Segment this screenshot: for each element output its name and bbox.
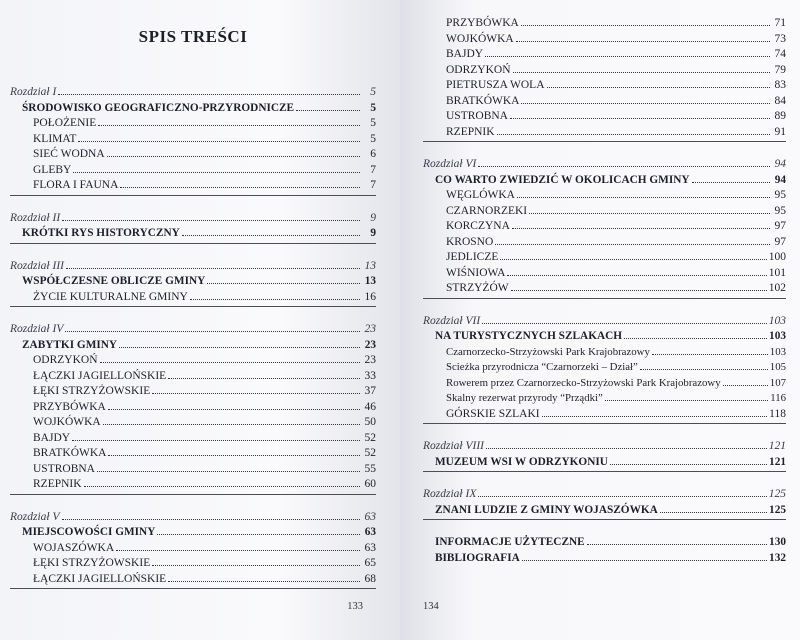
- toc-subentry: [423, 376, 786, 392]
- toc-page-number: 55: [364, 462, 376, 475]
- toc-subentry: [423, 219, 786, 235]
- toc-section-entry: [10, 226, 376, 242]
- toc-chapter-heading: [423, 314, 786, 330]
- toc-entry-title: CZARNORZEKI: [446, 204, 528, 217]
- toc-subentry: [423, 407, 786, 423]
- toc-subentry: [10, 462, 376, 478]
- toc-group: [423, 16, 786, 142]
- dot-leader: [521, 16, 770, 26]
- toc-subentry: [10, 431, 376, 447]
- toc-chapter-heading: [423, 487, 786, 503]
- dot-leader: [62, 510, 360, 520]
- toc-subentry: [10, 477, 376, 493]
- toc-subentry: [423, 345, 786, 361]
- dot-leader: [605, 391, 768, 401]
- toc-page-number: 13: [364, 259, 376, 272]
- dot-leader: [78, 132, 360, 142]
- toc-section-entry: [423, 551, 786, 567]
- toc-entry-title: MIEJSCOWOŚCI GMINY: [22, 526, 156, 538]
- toc-page-number: 103: [768, 314, 786, 327]
- dot-leader: [510, 109, 770, 119]
- toc-group: [10, 322, 376, 495]
- toc-subentry: [10, 147, 376, 163]
- toc-page-number: 63: [364, 510, 376, 523]
- toc-page-number: 63: [364, 541, 376, 554]
- dot-leader: [97, 462, 360, 472]
- dot-leader: [522, 551, 767, 561]
- toc-entry-title: ŁĄCZKI JAGIELLOŃSKIE: [33, 572, 167, 585]
- toc-page-number: 97: [774, 235, 786, 248]
- toc-entry-title: RZEPNIK: [33, 478, 82, 490]
- toc-page-number: 125: [769, 503, 786, 516]
- dot-leader: [72, 431, 360, 441]
- dot-leader: [547, 78, 771, 88]
- toc-entry-title: Rozdział III: [10, 259, 64, 272]
- toc-entry-title: Scieżka przyrodnicza “Czarnorzeki – Dział”: [446, 361, 638, 373]
- toc-entry-title: CO WARTO ZWIEDZIĆ W OKOLICACH GMINY: [435, 173, 690, 186]
- toc-entry-title: ZNANI LUDZIE Z GMINY WOJASZÓWKA: [435, 503, 658, 516]
- toc-page-number: 125: [768, 488, 786, 500]
- toc-entry-title: WOJKÓWKA: [446, 32, 514, 45]
- dot-leader: [516, 32, 770, 42]
- toc-entry-title: Rozdział IV: [10, 323, 64, 335]
- toc-subentry: [10, 384, 376, 400]
- dot-leader: [486, 439, 767, 449]
- toc-page-number: 91: [774, 125, 786, 138]
- toc-group: [10, 211, 376, 244]
- toc-group: [423, 157, 786, 299]
- toc-subentry: [10, 541, 376, 557]
- toc-chapter-heading: [10, 510, 376, 526]
- toc-page-number: 97: [774, 220, 786, 232]
- toc-page-number: 105: [769, 361, 786, 373]
- toc-page-number: 23: [364, 338, 376, 351]
- toc-title: SPIS TREŚCI: [138, 27, 248, 46]
- toc-subentry: [423, 32, 786, 48]
- toc-chapter-heading: [10, 259, 376, 275]
- toc-entry-title: BRATKÓWKA: [33, 447, 107, 459]
- toc-page-number: 5: [370, 117, 376, 129]
- toc-page-number: 37: [364, 385, 376, 397]
- toc-chapter-heading: [10, 322, 376, 338]
- toc-entry-title: NA TURYSTYCZNYCH SZLAKACH: [435, 330, 623, 342]
- toc-page-number: 121: [769, 455, 786, 468]
- dot-leader: [66, 259, 360, 269]
- toc-entry-title: Rozdział I: [10, 86, 57, 98]
- toc-entry-title: KRÓTKI RYS HISTORYCZNY: [22, 227, 180, 239]
- toc-section-entry: [10, 101, 376, 117]
- dot-leader: [58, 85, 360, 95]
- toc-page-number: 52: [364, 431, 376, 444]
- toc-page-number: 79: [774, 63, 786, 76]
- toc-page-number: 68: [364, 572, 376, 585]
- dot-leader: [116, 541, 360, 551]
- toc-subentry: [423, 204, 786, 220]
- toc-page-number: 95: [774, 204, 786, 217]
- left-toc: [10, 85, 376, 589]
- toc-page-number: 23: [364, 323, 376, 335]
- toc-entry-title: Czarnorzecko-Strzyżowski Park Krajobrazowy: [446, 345, 650, 358]
- toc-page-number: 7: [370, 179, 376, 191]
- toc-group: [423, 439, 786, 472]
- toc-subentry: [10, 178, 376, 194]
- toc-subentry: [423, 281, 786, 297]
- toc-section-entry: [10, 338, 376, 354]
- toc-subentry: [423, 47, 786, 63]
- toc-chapter-heading: [423, 157, 786, 173]
- toc-page-number: 33: [364, 369, 376, 382]
- toc-entry-title: BRATKÓWKA: [446, 94, 520, 107]
- dot-leader: [478, 157, 770, 167]
- toc-entry-title: ŁĘKI STRZYŻOWSKIE: [33, 385, 151, 397]
- dot-leader: [640, 360, 768, 370]
- toc-subentry: [423, 109, 786, 125]
- dot-leader: [542, 407, 768, 417]
- toc-page-number: 84: [774, 94, 786, 107]
- toc-subentry: [10, 290, 376, 306]
- dot-leader: [529, 204, 770, 214]
- dot-leader: [512, 219, 770, 229]
- dot-leader: [652, 345, 768, 355]
- toc-page-number: 103: [769, 330, 786, 342]
- toc-section-entry: [423, 173, 786, 189]
- dot-leader: [511, 281, 767, 291]
- dot-leader: [513, 63, 770, 73]
- toc-page-number: 94: [774, 158, 786, 170]
- toc-entry-title: KROSNO: [446, 235, 494, 248]
- dot-leader: [168, 369, 360, 379]
- toc-entry-title: SIEĆ WODNA: [33, 148, 105, 160]
- toc-entry-title: PRZYBÓWKA: [33, 400, 106, 413]
- toc-entry-title: Rozdział II: [10, 211, 61, 224]
- toc-subentry: [423, 235, 786, 251]
- dot-leader: [182, 226, 360, 236]
- toc-entry-title: ZABYTKI GMINY: [22, 338, 118, 351]
- dot-leader: [73, 163, 360, 173]
- toc-entry-title: GÓRSKIE SZLAKI: [446, 407, 540, 420]
- toc-entry-title: POŁOŻENIE: [33, 117, 97, 129]
- toc-group: [423, 314, 786, 425]
- toc-page-number: 46: [364, 400, 376, 413]
- dot-leader: [495, 235, 770, 245]
- dot-leader: [624, 329, 767, 339]
- toc-entry-title: USTROBNA: [33, 462, 95, 475]
- toc-page-number: 95: [774, 189, 786, 201]
- toc-page-number: 74: [774, 48, 786, 60]
- toc-page-number: 71: [774, 17, 786, 29]
- toc-page-number: 16: [364, 290, 376, 303]
- dot-leader: [108, 446, 360, 456]
- dot-leader: [107, 147, 360, 157]
- dot-leader: [485, 47, 770, 57]
- toc-entry-title: Rozdział VII: [423, 314, 481, 327]
- toc-page-number: 60: [364, 478, 376, 490]
- toc-entry-title: ODRZYKOŃ: [446, 63, 511, 76]
- toc-entry-title: BIBLIOGRAFIA: [435, 551, 520, 564]
- toc-section-entry: [10, 525, 376, 541]
- toc-entry-title: WĘGLÓWKA: [446, 189, 515, 201]
- dot-leader: [660, 503, 767, 513]
- toc-chapter-heading: [10, 85, 376, 101]
- dot-leader: [497, 125, 770, 135]
- right-page: [400, 0, 800, 640]
- dot-leader: [119, 338, 360, 348]
- toc-page-number: 73: [774, 32, 786, 45]
- toc-entry-title: ŚRODOWISKO GEOGRAFICZNO-PRZYRODNICZE: [22, 101, 295, 114]
- dot-leader: [692, 173, 770, 183]
- toc-entry-title: BAJDY: [446, 48, 484, 60]
- toc-page-number: 102: [768, 282, 786, 294]
- dot-leader: [517, 188, 770, 198]
- toc-entry-title: BAJDY: [33, 431, 71, 444]
- toc-page-number: 121: [768, 440, 786, 452]
- toc-subentry: [423, 391, 786, 407]
- toc-page-number: 7: [370, 163, 376, 176]
- toc-entry-title: PRZYBÓWKA: [446, 17, 519, 29]
- toc-subentry: [10, 369, 376, 385]
- dot-leader: [84, 477, 360, 487]
- toc-page-number: 103: [769, 345, 786, 358]
- toc-group: [10, 85, 376, 196]
- toc-subentry: [423, 16, 786, 32]
- dot-leader: [168, 572, 360, 582]
- toc-entry-title: WSPÓŁCZESNE OBLICZE GMINY: [22, 275, 206, 287]
- toc-group: [10, 510, 376, 590]
- dot-leader: [152, 556, 360, 566]
- toc-group: [423, 535, 786, 567]
- toc-subentry: [423, 63, 786, 79]
- dot-leader: [152, 384, 360, 394]
- toc-page-number: 100: [768, 251, 786, 263]
- dot-leader: [587, 535, 767, 545]
- toc-subentry: [423, 360, 786, 376]
- toc-entry-title: ŁĄCZKI JAGIELLOŃSKIE: [33, 369, 167, 382]
- toc-entry-title: JEDLICZE: [446, 251, 499, 263]
- toc-chapter-heading: [423, 439, 786, 455]
- toc-subentry: [423, 125, 786, 141]
- dot-leader: [482, 314, 767, 324]
- right-toc: [423, 16, 786, 567]
- toc-subentry: [10, 116, 376, 132]
- toc-page-number: 5: [370, 132, 376, 145]
- toc-subentry: [423, 266, 786, 282]
- dot-leader: [521, 94, 770, 104]
- toc-page-number: 101: [768, 266, 786, 279]
- toc-page-number: 13: [364, 275, 376, 287]
- toc-entry-title: WOJASZÓWKA: [33, 541, 115, 554]
- toc-entry-title: RZEPNIK: [446, 125, 495, 138]
- toc-subentry: [10, 446, 376, 462]
- toc-entry-title: MUZEUM WSI W ODRZYKONIU: [435, 455, 608, 468]
- toc-page-number: 6: [370, 148, 376, 160]
- toc-entry-title: USTROBNA: [446, 110, 508, 122]
- toc-entry-title: GLEBY: [33, 163, 72, 176]
- toc-section-entry: [423, 329, 786, 345]
- toc-page-number: 130: [769, 536, 786, 548]
- toc-entry-title: INFORMACJE UŻYTECZNE: [435, 536, 585, 548]
- toc-section-entry: [423, 455, 786, 471]
- toc-subentry: [10, 353, 376, 369]
- toc-page-number: 132: [769, 551, 786, 564]
- toc-page-number: 52: [364, 447, 376, 459]
- toc-page-number: 118: [769, 407, 786, 420]
- page-number-left: 133: [347, 601, 363, 612]
- dot-leader: [723, 376, 768, 386]
- toc-entry-title: KORCZYNA: [446, 220, 510, 232]
- toc-subentry: [423, 78, 786, 94]
- toc-subentry: [10, 572, 376, 588]
- toc-entry-title: Rozdział VIII: [423, 440, 485, 452]
- toc-entry-title: Rowerem przez Czarnorzecko-Strzyżowski Park Krajobrazowy: [446, 376, 721, 389]
- toc-entry-title: Skalny rezerwat przyrody “Prządki”: [446, 392, 603, 404]
- toc-entry-title: WOJKÓWKA: [33, 416, 101, 428]
- toc-page-number: 50: [364, 416, 376, 428]
- toc-entry-title: STRZYŻÓW: [446, 282, 509, 294]
- toc-subentry: [423, 250, 786, 266]
- dot-leader: [296, 101, 360, 111]
- toc-page-number: 23: [364, 354, 376, 366]
- toc-page-number: 5: [370, 101, 376, 114]
- dot-leader: [207, 274, 360, 284]
- toc-page-number: 89: [774, 110, 786, 122]
- dot-leader: [190, 290, 360, 300]
- dot-leader: [610, 455, 767, 465]
- toc-entry-title: Rozdział IX: [423, 488, 477, 500]
- dot-leader: [157, 525, 360, 535]
- toc-page-number: 107: [769, 376, 786, 389]
- toc-section-entry: [423, 503, 786, 519]
- toc-subentry: [10, 415, 376, 431]
- toc-page-number: 5: [370, 86, 376, 98]
- toc-page-number: 63: [364, 526, 376, 538]
- dot-leader: [108, 400, 360, 410]
- toc-page-number: 94: [774, 173, 786, 186]
- dot-leader: [62, 211, 360, 221]
- toc-subentry: [423, 94, 786, 110]
- dot-leader: [103, 415, 360, 425]
- toc-group: [423, 487, 786, 520]
- toc-subentry: [10, 400, 376, 416]
- toc-chapter-heading: [10, 211, 376, 227]
- toc-page-number: 9: [370, 227, 376, 239]
- toc-entry-title: Rozdział VI: [423, 158, 477, 170]
- page-number-right: 134: [423, 601, 439, 612]
- toc-entry-title: FLORA I FAUNA: [33, 179, 119, 191]
- dot-leader: [478, 487, 766, 497]
- toc-subentry: [10, 556, 376, 572]
- toc-section-entry: [423, 535, 786, 551]
- toc-subentry: [10, 163, 376, 179]
- toc-entry-title: Rozdział V: [10, 510, 60, 523]
- toc-entry-title: KLIMAT: [33, 132, 77, 145]
- dot-leader: [100, 353, 360, 363]
- toc-group: [10, 259, 376, 308]
- dot-leader: [98, 116, 360, 126]
- toc-entry-title: ODRZYKOŃ: [33, 354, 98, 366]
- toc-subentry: [10, 132, 376, 148]
- dot-leader: [500, 250, 766, 260]
- dot-leader: [65, 322, 360, 332]
- dot-leader: [120, 178, 360, 188]
- toc-subentry: [423, 188, 786, 204]
- toc-page-number: 116: [770, 392, 786, 404]
- toc-entry-title: WIŚNIOWA: [446, 266, 506, 279]
- toc-page-number: 9: [370, 211, 376, 224]
- dot-leader: [507, 266, 766, 276]
- toc-entry-title: ŻYCIE KULTURALNE GMINY: [33, 290, 188, 303]
- toc-page-number: 65: [364, 557, 376, 569]
- toc-page-number: 83: [774, 79, 786, 91]
- toc-section-entry: [10, 274, 376, 290]
- toc-entry-title: ŁĘKI STRZYŻOWSKIE: [33, 557, 151, 569]
- toc-entry-title: PIETRUSZA WOLA: [446, 79, 545, 91]
